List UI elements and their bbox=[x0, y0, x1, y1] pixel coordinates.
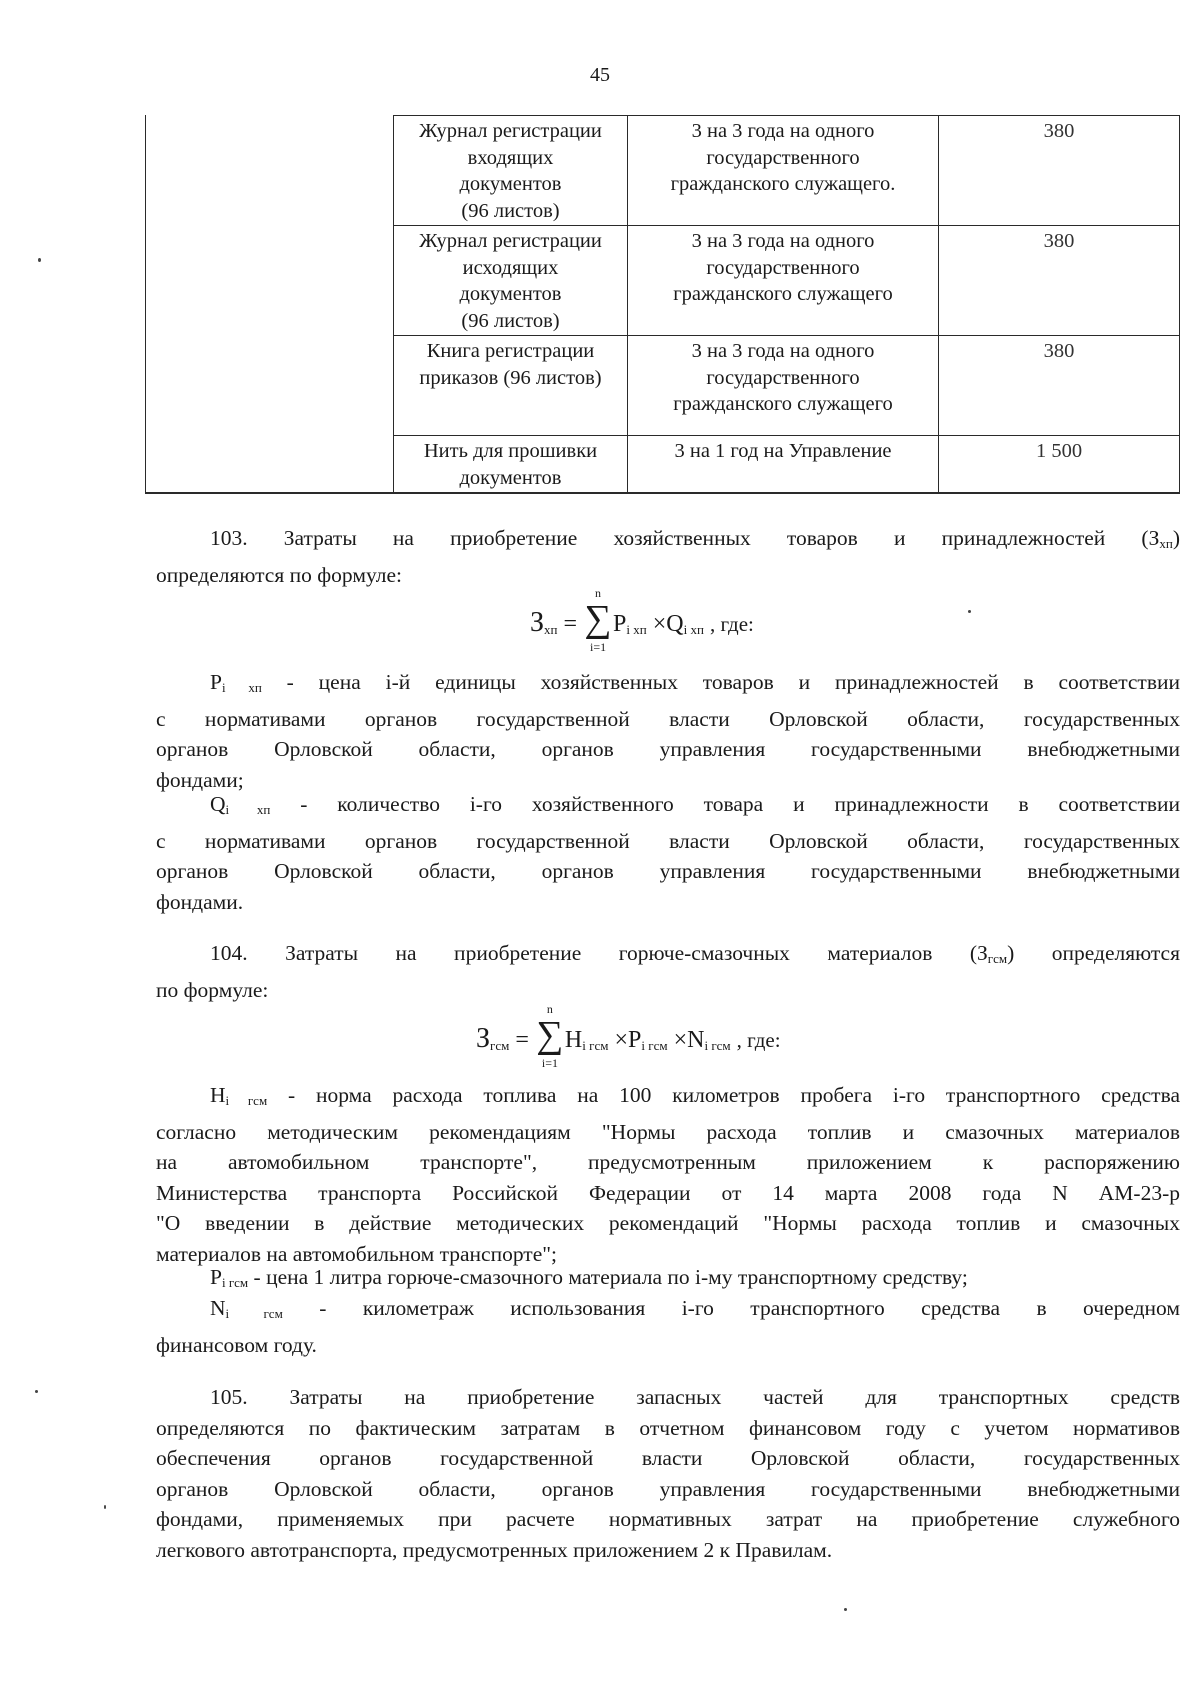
scan-speck bbox=[104, 1505, 106, 1509]
table-cell-norm: 3 на 3 года на одного государственного гражданского служащего. bbox=[670, 120, 896, 195]
definition-n-gsm bbox=[156, 1293, 1180, 1360]
text-line: согласно методическим рекомендациям "Нормы расхода топлив и смазочных материалов bbox=[156, 1119, 1180, 1144]
table-cell-norm: 3 на 3 года на одного государственного гражданского служащего bbox=[673, 340, 893, 415]
table-cell-name: Нить для прошивки документов bbox=[423, 440, 598, 489]
text-line: по формуле: bbox=[156, 977, 269, 1002]
text-line: финансовом году. bbox=[156, 1332, 317, 1357]
table-cell-name: Журнал регистрации входящих документов (96 листов) bbox=[419, 120, 602, 222]
text-line: органов Орловской области, органов управления государственными внебюджетными bbox=[156, 1476, 1180, 1501]
text-line: определяются по формуле: bbox=[156, 562, 403, 587]
sum-symbol: n ∑ i=1 bbox=[536, 1002, 564, 1070]
table-cell-price: 380 bbox=[1043, 340, 1075, 362]
formula-104: $З_{гсм}$ = n ∑ i=1 $H_{i гсм} \times P_{i гсм} \times N_{i гсм}$ , где: bbox=[476, 1002, 781, 1070]
text-line: $Q_{i хп}$ - количество i-го хозяйственного товара и принадлежности в соответствии bbox=[210, 792, 1181, 817]
text-line: 103. Затраты на приобретение хозяйственных товаров и принадлежностей $(З_{хп})$ bbox=[210, 526, 1180, 551]
text-line: обеспечения органов государственной власти Орловской области, государственных bbox=[156, 1446, 1180, 1470]
text-line: фондами, применяемых при расчете нормативных затрат на приобретение служебного bbox=[156, 1507, 1180, 1531]
text-line: органов Орловской области, органов управления государственными внебюджетными bbox=[156, 737, 1180, 761]
table-cell-name: Журнал регистрации исходящих документов (96 листов) bbox=[419, 230, 602, 332]
text-line: органов Орловской области, органов управления государственными внебюджетными bbox=[156, 859, 1180, 883]
section-104-intro bbox=[156, 938, 1180, 1005]
text-line: с нормативами органов государственной власти Орловской области, государственных bbox=[156, 828, 1180, 853]
text-line: $N_{i гсм}$ - километраж использования i-го транспортного средства в очередном bbox=[210, 1296, 1180, 1321]
scan-speck bbox=[38, 258, 41, 262]
text-line: Министерства транспорта Российской Федерации от 14 марта 2008 года N АМ-23-р bbox=[156, 1180, 1180, 1205]
section-103-intro bbox=[156, 523, 1180, 590]
section-105 bbox=[156, 1382, 1180, 1565]
table-cell-norm: 3 на 1 год на Управление bbox=[674, 440, 892, 462]
scan-speck bbox=[35, 1390, 38, 1393]
definition-q-hp bbox=[156, 789, 1180, 917]
text-line: материалов на автомобильном транспорте"; bbox=[156, 1241, 557, 1266]
text-line: легкового автотранспорта, предусмотренных приложением 2 к Правилам. bbox=[156, 1537, 833, 1562]
definition-h-gsm bbox=[156, 1080, 1180, 1269]
text-line: 104. Затраты на приобретение горюче-смазочных материалов $(З_{гсм})$ определяются bbox=[210, 941, 1180, 966]
formula-103: $З_{хп}$ = n ∑ i=1 $P_{i хп} \times Q_{i хп}$ , где: bbox=[530, 586, 754, 654]
text-line: $P_{i хп}$ - цена i-й единицы хозяйственных товаров и принадлежностей в соответствии bbox=[210, 670, 1180, 695]
text-line: фондами; bbox=[156, 767, 244, 792]
table-cell-norm: 3 на 3 года на одного государственного гражданского служащего bbox=[673, 230, 893, 305]
supplies-table bbox=[145, 115, 1180, 493]
definition-p-hp bbox=[156, 667, 1180, 795]
text-line: на автомобильном транспорте", предусмотренным приложением к распоряжению bbox=[156, 1150, 1180, 1174]
text-line: $H_{i гсм}$ - норма расхода топлива на 100 километров пробега i-го транспортного средства bbox=[210, 1083, 1180, 1108]
table-cell-price: 380 bbox=[1043, 120, 1075, 142]
sum-symbol: n ∑ i=1 bbox=[584, 586, 612, 654]
page-number: 45 bbox=[590, 64, 610, 86]
text-line: с нормативами органов государственной власти Орловской области, государственных bbox=[156, 706, 1180, 731]
text-line: "О введении в действие методических рекомендаций "Нормы расхода топлив и смазочных bbox=[156, 1211, 1180, 1235]
text-line: $P_{i гсм}$ - цена 1 литра горюче-смазочного материала по i-му транспортному средству; bbox=[210, 1265, 968, 1290]
scan-speck bbox=[968, 610, 971, 613]
scan-speck bbox=[844, 1608, 847, 1611]
text-line: фондами. bbox=[156, 889, 244, 914]
text-line: 105. Затраты на приобретение запасных частей для транспортных средств bbox=[210, 1385, 1180, 1409]
table-cell-price: 380 bbox=[1043, 230, 1075, 252]
table-cell-name: Книга регистрации приказов (96 листов) bbox=[419, 340, 602, 389]
table-cell-price: 1 500 bbox=[1035, 440, 1083, 462]
text-line: определяются по фактическим затратам в отчетном финансовом году с учетом нормативов bbox=[156, 1415, 1180, 1440]
